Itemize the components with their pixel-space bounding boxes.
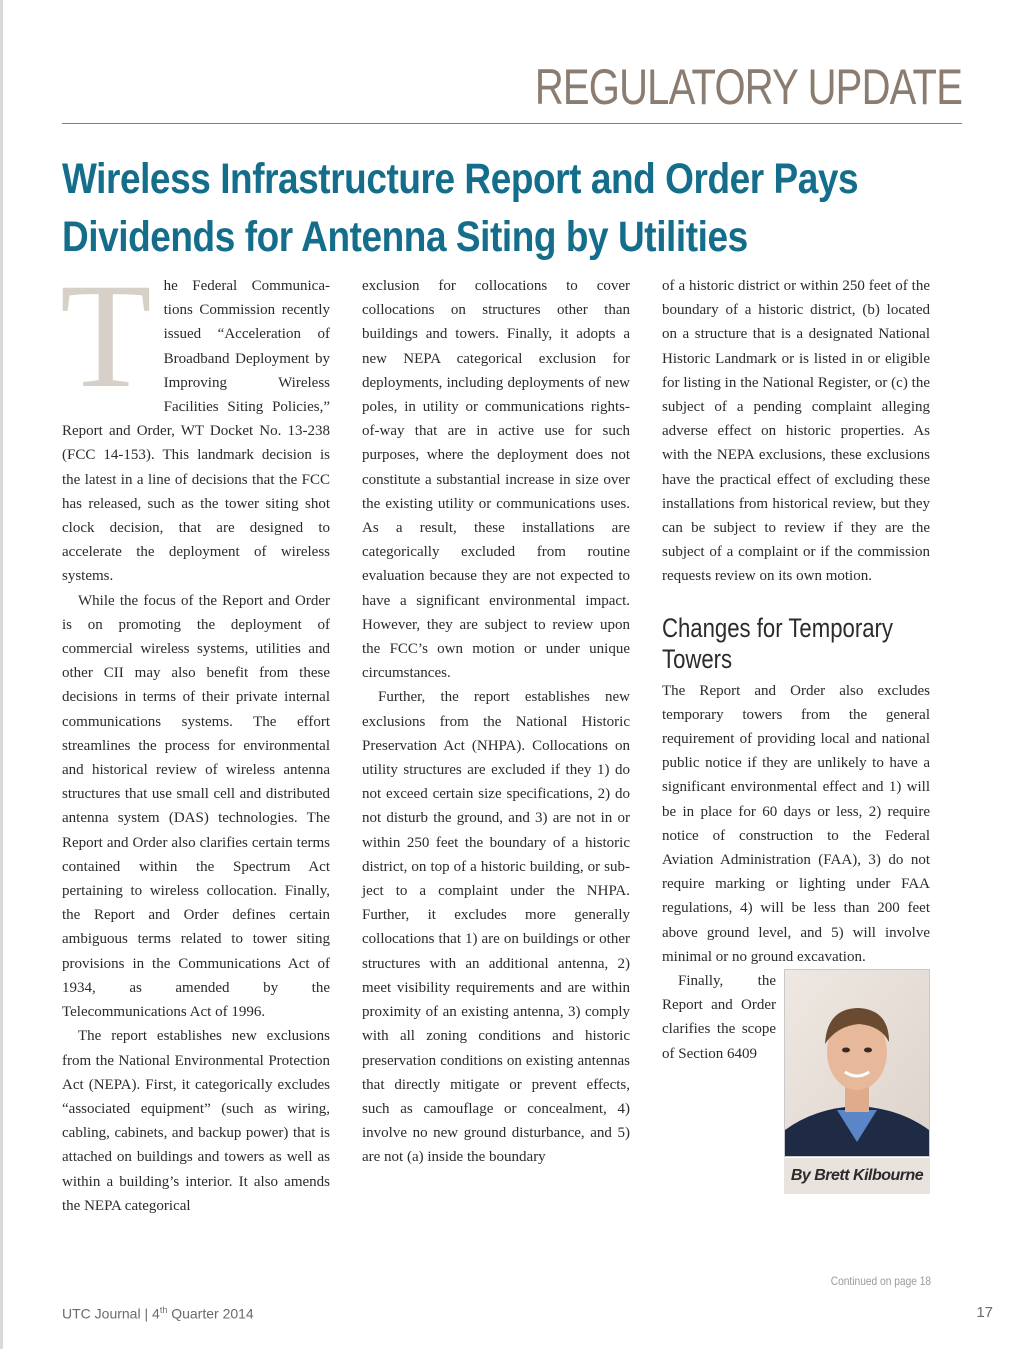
section-header: REGULATORY UPDATE (534, 59, 962, 115)
article-headline (62, 150, 922, 266)
header-divider (62, 123, 962, 124)
author-byline: By Brett Kilbourne (784, 1158, 930, 1194)
quarter-number: 4 (152, 1305, 160, 1322)
headline-line-1: Wireless Infrastructure Report and Order Pays (62, 155, 859, 203)
continued-note: Continued on page 18 (830, 1274, 931, 1288)
page-edge (0, 0, 3, 1349)
quarter-suffix: th (159, 1305, 168, 1315)
page-number: 17 (976, 1304, 993, 1321)
paragraph: While the focus of the Report and Order is on promoting the deployment of commercial wireless systems, utilities and other CII may also benefit from these decisions in terms of their private internal communications systems. The effort streamlines the process for environmental and historical review of wireless antenna structures that use small cell and distributed antenna system (DAS) technologies. The Report and Order also clarifies certain terms contained within the Spectrum Act pertaining to wireless collocation. Finally, the Report and Order defines certain ambiguous terms related to tower siting provisions in the Communications Act of 1934, as amended by the Telecommunications Act of 1996. (62, 592, 330, 1021)
footer-separator: | (144, 1305, 149, 1322)
paragraph: Finally, the Report and Order clarifies the scope of Section 6409 (662, 973, 776, 1062)
paragraph: exclusion for collocations to cover collocations on structures other than buildings and towers. Finally, it adopts a new NEPA categorical exclusion for deployments, including deployments of new poles, in utility or communications rights-of-way that are in active use for such purposes, where the deployment does not constitute a substantial increase in size over the existing utility or communications uses. As a result, these installations are categorically excluded from routine evaluation because they are not expected to have a significant environmental impact. However, they are subject to review upon the FCC’s own motion or under unique circumstances. (362, 278, 630, 682)
paragraph: The report establishes new exclusions from the National Environmental Protection Act (NEPA). First, it categorically excludes “associated equipment” (such as wiring, cabling, cabinets, and backup power) that is attached on buildings and towers as well as within a building’s interior. It also amends the NEPA categorical (62, 1028, 330, 1214)
article-column-3 (662, 274, 930, 1194)
drop-cap: T (60, 253, 152, 419)
article-column-2 (362, 274, 630, 1170)
article-column-1 (60, 253, 330, 1218)
paragraph: The Report and Order also excludes temporary towers from the general requirement of providing local and national public notice if they are unlikely to have a significant environmental effect and 1) will be in place for 60 days or less, 2) require notice of construction to the Federal Aviation Administration (FAA), 3) do not require marking or lighting under FAA regulations, 4) will be less than 200 feet above ground level, and 5) will involve minimal or no ground excavation. (662, 682, 930, 965)
author-photo (784, 969, 930, 1157)
footer-publication (62, 1305, 254, 1322)
author-photo-box (784, 969, 930, 1194)
paragraph: Further, the report establishes new exclusions from the National Historic Preservation Act (NHPA). Collocations on utility structures are excluded if they 1) do not exceed certain size specifications, 2) do not disturb the ground, and 3) are not in or within 250 feet the boundary of a historic district, on top of a historic building, or subject to a complaint under the NHPA. Further, it excludes more generally collocations that 1) are on buildings or other structures with an additional antenna, 2) meet visibility requirements and are within proximity of an existing antenna, 3) comply with all zoning conditions and historic preservation conditions on existing antennas that directly mitigate or prevent effects, such as camouflage or concealment, 4) involve no new ground disturbance, and 5) are not (a) inside the boundary (362, 689, 630, 1166)
paragraph: of a historic district or within 250 feet of the boundary of a historic district, (b) located on a structure that is a designated National Historic Landmark or is listed in or eligible for listing in the National Register, or (c) the subject of a pending complaint alleging adverse effect on historic properties. As with the NEPA exclusions, these exclusions have the practical effect of excluding these installations from historical review, but they can be subject to review if they are the subject of a complaint or if the commission requests review on its own motion. (662, 278, 930, 585)
journal-name: UTC Journal (62, 1305, 141, 1322)
paragraph: he Federal Communications Commission recently issued “Acceleration of Broadband Deployment by Improving Wireless Facilities Siting Policies,” Report and Order, WT Docket No. 13-238 (FCC 14-153). This landmark decision is the latest in a line of decisions that the FCC has released, such as the tower siting shot clock decision, that are designed to accelerate the deployment of wireless systems. (62, 278, 330, 585)
quarter-label: Quarter 2014 (171, 1305, 254, 1322)
headline-line-2: Dividends for Antenna Siting by Utilities (62, 213, 748, 261)
subheading: Changes for Temporary Towers (662, 612, 893, 674)
